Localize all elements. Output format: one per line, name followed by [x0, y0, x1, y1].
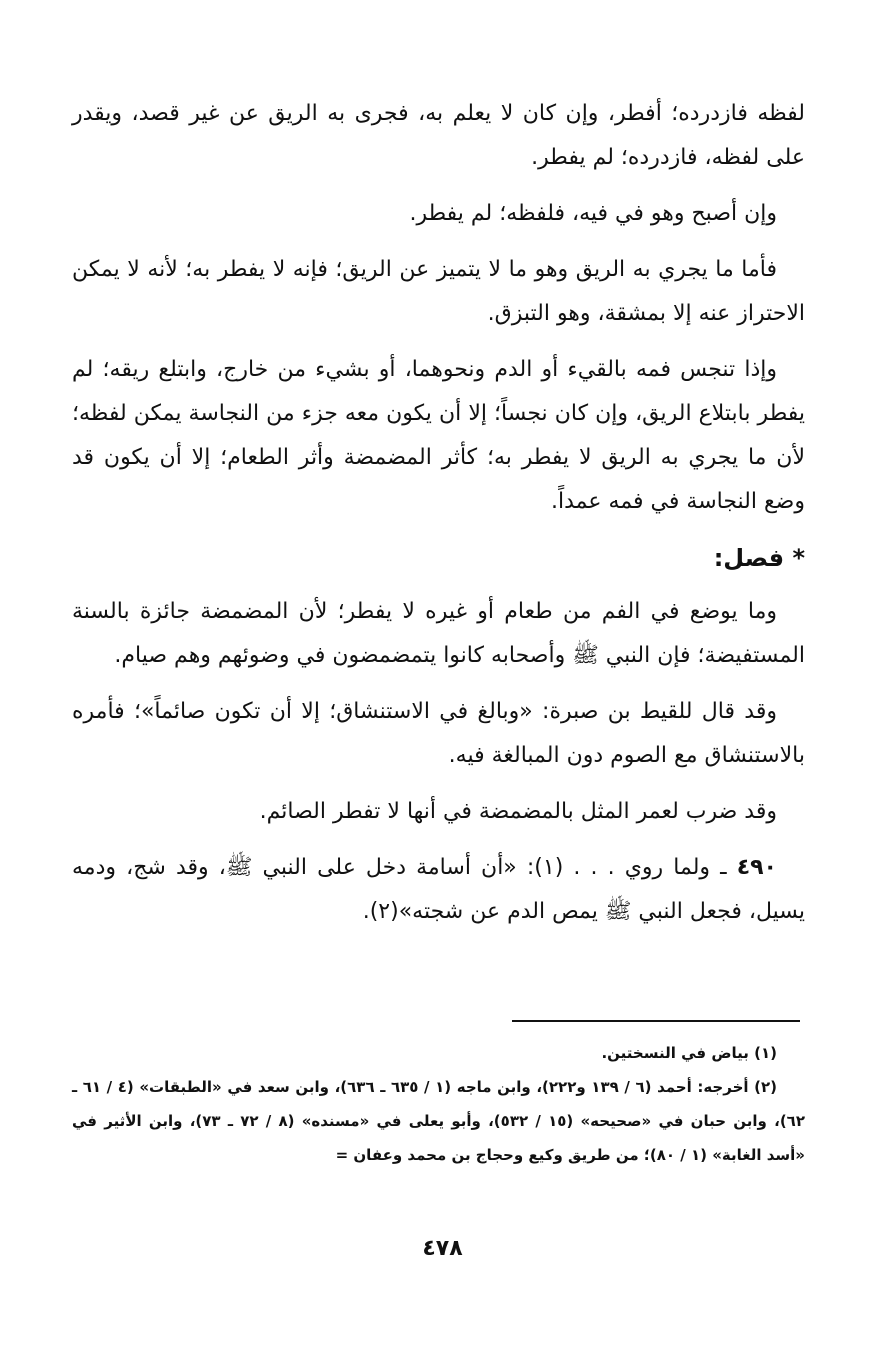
paragraph-1: لفظه فازدرده؛ أفطر، وإن كان لا يعلم به، فجرى به الريق عن غير قصد، ويقدر على لفظه، فازدرده؛ لم يفطر.	[72, 101, 805, 170]
footnote-divider	[512, 1020, 800, 1022]
section-heading: * فصل:	[713, 544, 805, 572]
page-number: ٤٧٨	[422, 1236, 463, 1261]
hadith-text: ـ ولما روي . . . (١): «أن أسامة دخل على النبي ﷺ، وقد شج، ودمه يسيل، فجعل النبي ﷺ يمص الدم عن شجته»(٢).	[72, 855, 805, 924]
paragraph-2: وإن أصبح وهو في فيه، فلفظه؛ لم يفطر.	[409, 201, 777, 226]
footnote-1: (١) بياض في النسختين.	[601, 1044, 777, 1062]
section-paragraph-3: وقد ضرب لعمر المثل بالمضمضة في أنها لا تفطر الصائم.	[259, 799, 777, 824]
footnote-2: (٢) أخرجه: أحمد (٦ / ١٣٩ و٢٢٢)، وابن ماجه (١ / ٦٣٥ ـ ٦٣٦)، وابن سعد في «الطبقات» (٤ / ٦١ ـ ٦٢)، وابن حبان في «صحيحه» (١٥ / ٥٣٢)، وأبو يعلى في «مسنده» (٨ / ٧٢ ـ ٧٣)، وابن الأثير في «أسد الغابة» (١ / ٨٠)؛ من طريق وكيع وحجاج بن محمد وعفان =	[72, 1078, 805, 1164]
footnotes	[72, 1036, 805, 1172]
section-paragraph-1: وما يوضع في الفم من طعام أو غيره لا يفطر؛ لأن المضمضة جائزة بالسنة المستفيضة؛ فإن النبي ﷺ وأصحابه كانوا يتمضمضون في وضوئهم وهم صيام.	[72, 599, 805, 668]
hadith-number: ٤٩٠	[736, 855, 777, 880]
paragraph-3: فأما ما يجري به الريق وهو ما لا يتميز عن الريق؛ فإنه لا يفطر به؛ لأنه لا يمكن الاحتراز عنه إلا بمشقة، وهو التبزق.	[72, 257, 805, 326]
section-paragraph-2: وقد قال للقيط بن صبرة: «وبالغ في الاستنشاق؛ إلا أن تكون صائماً»؛ فأمره بالاستنشاق مع الصوم دون المبالغة فيه.	[72, 699, 805, 768]
hadith-paragraph	[72, 846, 805, 934]
main-text	[72, 92, 805, 946]
paragraph-4: وإذا تنجس فمه بالقيء أو الدم ونحوهما، أو بشيء من خارج، وابتلع ريقه؛ لم يفطر بابتلاع الريق، وإن كان نجساً؛ إلا أن يكون معه جزء من النجاسة يمكن لفظه؛ لأن ما يجري به الريق لا يفطر به؛ كأثر المضمضة وأثر الطعام؛ إلا أن يكون قد وضع النجاسة في فمه عمداً.	[72, 357, 805, 514]
